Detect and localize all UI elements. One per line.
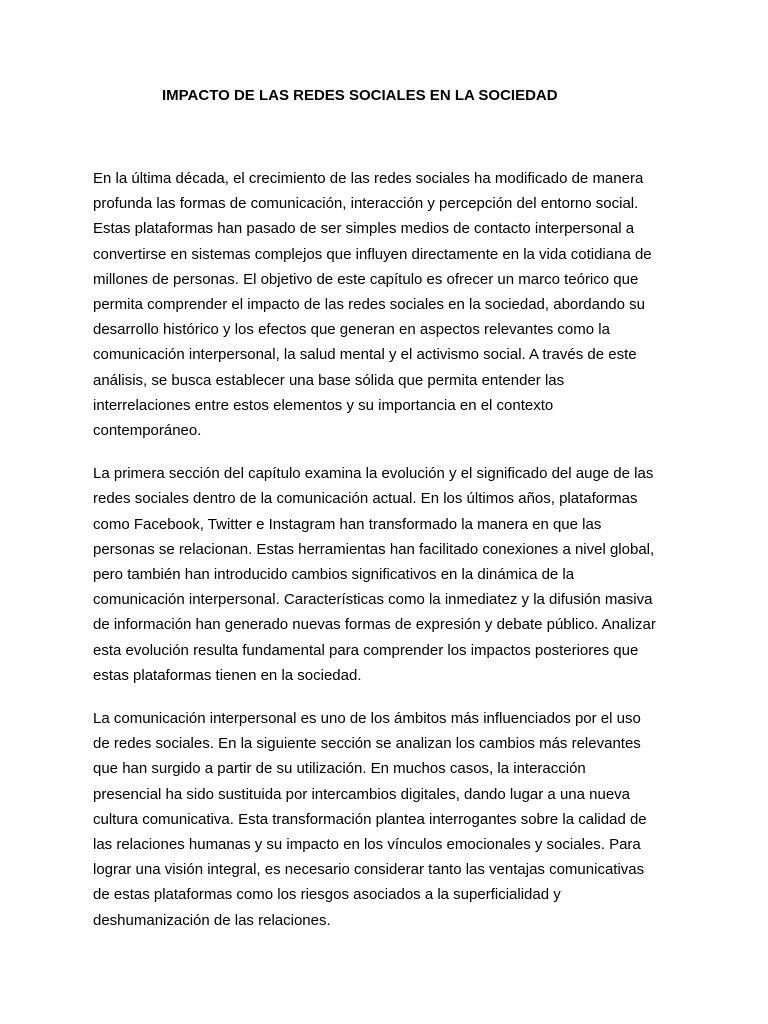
paragraph-line: profunda las formas de comunicación, interacción y percepción del entorno social. xyxy=(93,195,639,213)
paragraph-line: lograr una visión integral, es necesario considerar tanto las ventajas comunicativas xyxy=(93,861,645,879)
paragraph-line: de estas plataformas como los riesgos asociados a la superficialidad y xyxy=(93,886,561,904)
paragraph-line: comunicación interpersonal. Características como la inmediatez y la difusión masiva xyxy=(93,591,653,609)
paragraph-line: redes sociales dentro de la comunicación actual. En los últimos años, plataformas xyxy=(93,490,638,508)
paragraph-line: análisis, se busca establecer una base sólida que permita entender las xyxy=(93,371,565,389)
paragraph-line: comunicación interpersonal, la salud mental y el activismo social. A través de este xyxy=(93,346,637,364)
paragraph-line: pero también han introducido cambios significativos en la dinámica de la xyxy=(93,566,575,584)
paragraph xyxy=(93,706,693,933)
document-body xyxy=(93,166,693,951)
paragraph-line: La primera sección del capítulo examina la evolución y el significado del auge de las xyxy=(93,465,654,483)
paragraph-line: que han surgido a partir de su utilización. En muchos casos, la interacción xyxy=(93,760,586,778)
paragraph-line: como Facebook, Twitter e Instagram han transformado la manera en que las xyxy=(93,515,602,533)
paragraph-line: interrelaciones entre estos elementos y su importancia en el contexto xyxy=(93,396,554,414)
paragraph-line: En la última década, el crecimiento de las redes sociales ha modificado de manera xyxy=(93,170,644,187)
paragraph-line: esta evolución resulta fundamental para comprender los impactos posteriores que xyxy=(93,641,639,659)
paragraph-line: de redes sociales. En la siguiente sección se analizan los cambios más relevantes xyxy=(93,735,641,753)
paragraph-line: las relaciones humanas y su impacto en los vínculos emocionales y sociales. Para xyxy=(93,836,641,854)
paragraph xyxy=(93,166,693,443)
paragraph-line: La comunicación interpersonal es uno de los ámbitos más influenciados por el uso xyxy=(93,710,641,728)
paragraph-line: contemporáneo. xyxy=(93,422,202,440)
paragraph-line: convertirse en sistemas complejos que influyen directamente en la vida cotidiana de xyxy=(93,245,652,263)
paragraph-line: de información han generado nuevas formas de expresión y debate público. Analizar xyxy=(93,616,656,634)
paragraph-line: Estas plataformas han pasado de ser simples medios de contacto interpersonal a xyxy=(93,220,635,238)
paragraph-line: permita comprender el impacto de las redes sociales en la sociedad, abordando su xyxy=(93,296,645,314)
paragraph-line: millones de personas. El objetivo de este capítulo es ofrecer un marco teórico que xyxy=(93,270,639,288)
document-title: IMPACTO DE LAS REDES SOCIALES EN LA SOCIEDAD xyxy=(162,87,558,104)
paragraph-line: personas se relacionan. Estas herramientas han facilitado conexiones a nivel global, xyxy=(93,540,655,558)
paragraph-line: estas plataformas tienen en la sociedad. xyxy=(93,666,362,684)
paragraph-line: cultura comunicativa. Esta transformación plantea interrogantes sobre la calidad de xyxy=(93,810,647,828)
paragraph xyxy=(93,461,693,688)
paragraph-line: desarrollo histórico y los efectos que generan en aspectos relevantes como la xyxy=(93,321,610,339)
paragraph-line: deshumanización de las relaciones. xyxy=(93,911,331,929)
paragraph-line: presencial ha sido sustituida por intercambios digitales, dando lugar a una nueva xyxy=(93,785,631,803)
